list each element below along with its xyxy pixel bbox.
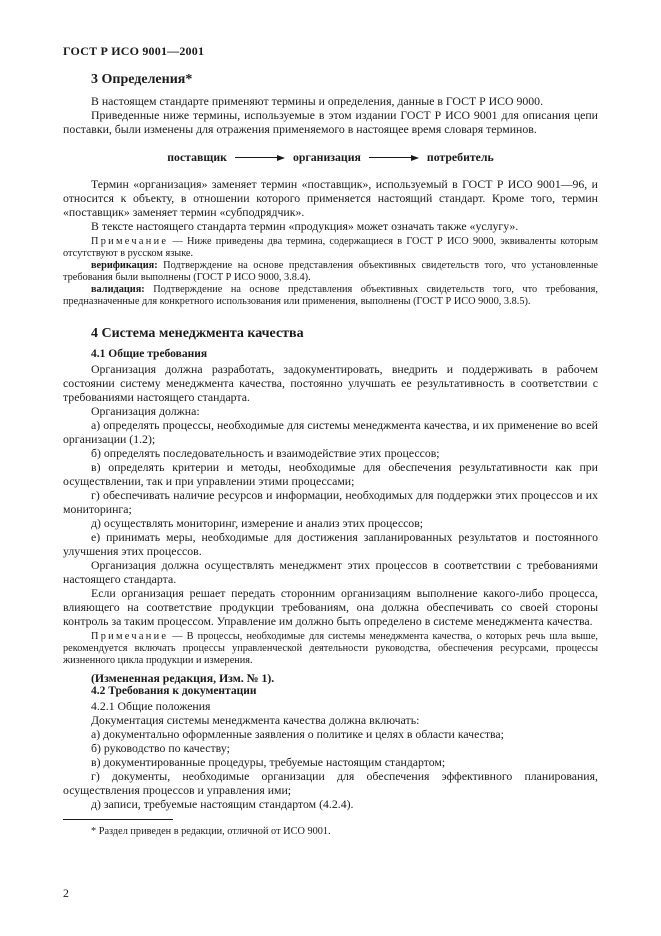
list-item: б) определять последовательность и взаимодействие этих процессов; (91, 446, 440, 460)
section-4-title: 4 Система менеджмента качества (91, 326, 304, 341)
list-item: в) определять критерии и методы, необходимые для обеспечения результативности как при осуществлении, так и при управлении этими процессами; (63, 460, 598, 488)
list-item: д) записи, требуемые настоящим стандартом (4.2.4). (91, 797, 354, 811)
note-label: Примечание (91, 236, 169, 247)
arrow-right-icon (235, 155, 285, 161)
validation-text: Подтверждение на основе представления объективных свидетельств того, что требования, предназначенные для конкретного использования или применения, выполнены (ГОСТ Р ИСО 9000, 3.8.5). (63, 284, 598, 307)
s41-paragraph-2: Организация должна: (91, 404, 200, 418)
list-item: г) обеспечивать наличие ресурсов и информации, необходимых для поддержки этих процессов и их мониторинга; (63, 488, 598, 516)
sec3-paragraph-4: В тексте настоящего стандарта термин «продукция» может означать также «услугу». (91, 219, 519, 233)
sec3-paragraph-1: В настоящем стандарте применяют термины и определения, данные в ГОСТ Р ИСО 9000. (91, 94, 544, 108)
clause-4-2-1-title: 4.2.1 Общие положения (91, 699, 211, 713)
section-3-title: 3 Определения* (91, 72, 193, 87)
definition-verification (63, 260, 598, 284)
list-item: а) определять процессы, необходимые для системы менеджмента качества, и их применение во всей организации (1.2); (63, 418, 598, 446)
definition-validation (63, 284, 598, 308)
list-item: д) осуществлять мониторинг, измерение и анализ этих процессов; (91, 516, 424, 530)
footnote: * Раздел приведен в редакции, отличной от ИСО 9001. (91, 826, 331, 837)
verification-text: Подтверждение на основе представления объективных свидетельств того, что установленные требования были выполнены (ГОСТ Р ИСО 9000, 3.8.4). (63, 260, 598, 283)
sec3-paragraph-3: Термин «организация» заменяет термин «поставщик», используемый в ГОСТ Р ИСО 9001—96, и относится к объекту, в отношении которого применяется настоящий стандарт. Кроме того, термин «поставщик» заменяет термин «субподрядчик». (63, 177, 598, 219)
running-header: ГОСТ Р ИСО 9001—2001 (63, 44, 205, 58)
flow-term-organization: организация (292, 150, 361, 164)
note-text: — Ниже приведены два термина, содержащиеся в ГОСТ Р ИСО 9000, эквиваленты которым отсутствуют в русском языке. (63, 236, 598, 259)
s41-paragraph-1: Организация должна разработать, задокументировать, внедрить и поддерживать в рабочем состоянии систему менеджмента качества, постоянно улучшать ее результативность в соответствии с требованиями настоящего стандарта. (63, 362, 598, 404)
list-item: б) руководство по качеству; (91, 741, 230, 755)
subsection-4-2-title: 4.2 Требования к документации (91, 685, 257, 697)
list-item: а) документально оформленные заявления о политике и целях в области качества; (91, 727, 504, 741)
term-validation: валидация: (91, 284, 145, 295)
s421-paragraph-1: Документация системы менеджмента качества должна включать: (91, 713, 420, 727)
s41-note (63, 631, 598, 667)
supply-chain-diagram (63, 150, 598, 165)
list-item: г) документы, необходимые организации для обеспечения эффективного планирования, осуществления процессов и управления ими; (63, 769, 598, 797)
subsection-4-1-title: 4.1 Общие требования (91, 348, 208, 360)
flow-term-supplier: поставщик (167, 150, 227, 164)
note-text: — В процессы, необходимые для системы менеджмента качества, о которых речь шла выше, рекомендуется включать процессы управленческой деятельности руководства, обеспечения ресурсами, процессы жизненного цикла продукции и измерения. (63, 631, 598, 666)
page-number: 2 (63, 886, 69, 900)
term-verification: верификация: (91, 260, 158, 271)
sec3-note (63, 236, 598, 260)
note-label: Примечание (91, 631, 169, 642)
s41-paragraph-3: Организация должна осуществлять менеджмент этих процессов в соответствии с требованиями настоящего стандарта. (63, 558, 598, 586)
arrow-right-icon (369, 155, 419, 161)
sec3-paragraph-2: Приведенные ниже термины, используемые в этом издании ГОСТ Р ИСО 9001 для описания цепи поставки, были изменены для отражения применяемого в настоящее время словаря терминов. (63, 108, 598, 136)
s41-paragraph-4: Если организация решает передать сторонним организациям выполнение какого-либо процесса, влияющего на соответствие продукции требованиям, она должна обеспечивать со своей стороны контроль за таким процессом. Управление им должно быть определено в системе менеджмента качества. (63, 586, 598, 628)
flow-term-customer: потребитель (426, 150, 494, 164)
list-item: в) документированные процедуры, требуемые настоящим стандартом; (91, 755, 446, 769)
footnote-divider (63, 819, 173, 820)
amendment-note: (Измененная редакция, Изм. № 1). (91, 671, 275, 685)
page-content (63, 72, 598, 838)
list-item: е) принимать меры, необходимые для достижения запланированных результатов и постоянного улучшения этих процессов. (63, 530, 598, 558)
